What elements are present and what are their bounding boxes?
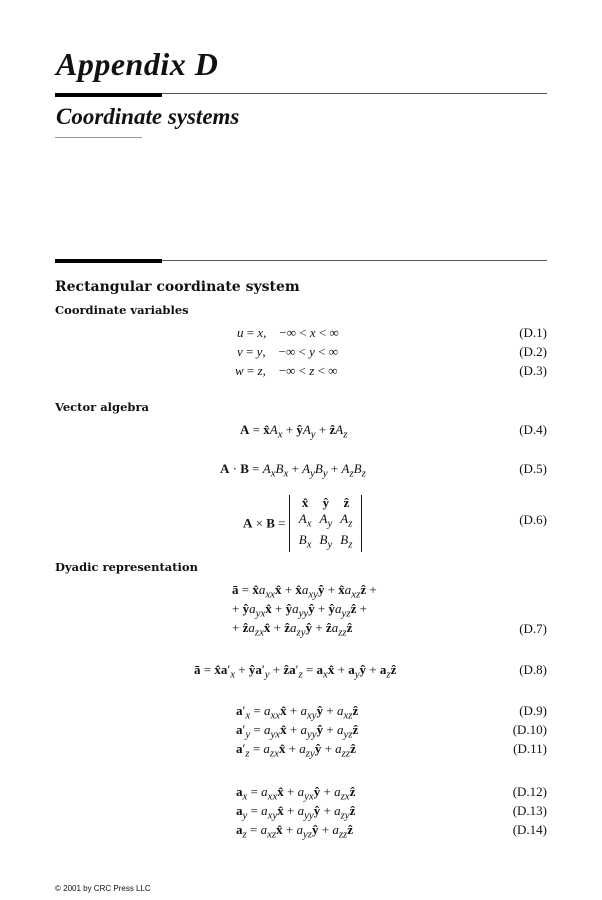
equation-d7-line3: + ẑa$_{zx}$x̂ + ẑa$_{zy}$ŷ + ẑa$_{zz}$ẑ	[232, 620, 353, 639]
section-rule-thin	[162, 260, 547, 261]
eqno-d5: (D.5)	[519, 461, 547, 476]
eqno-d3: (D.3)	[519, 363, 547, 378]
equation-d7-line2: + $ŷa_{yx}x̂$ + $ŷa_{yy}ŷ$ + $ŷa_{yz}ẑ$ +	[232, 601, 367, 620]
eqno-d9: (D.9)	[519, 703, 547, 718]
title-rule-thick	[55, 93, 162, 97]
equation-d10: $a'_y$ = $a_{yx}x̂$ + $a_{yy}ŷ$ + $a_{yz}ẑ$	[236, 722, 359, 741]
subtitle-underline	[55, 137, 142, 138]
equation-d6: A × B = x̂ ŷ ẑ $A_x$ $A_y$ $A_z$ $B_x$ $B_y$ $B_z$	[243, 495, 362, 552]
eqno-d12: (D.12)	[512, 784, 547, 799]
subsection-coordinate-variables: Coordinate variables	[55, 303, 189, 317]
eqno-d6: (D.6)	[519, 512, 547, 527]
chapter-subtitle: Coordinate systems	[56, 104, 240, 129]
eqno-d8: (D.8)	[519, 662, 547, 677]
eqno-d2: (D.2)	[519, 344, 547, 359]
equation-d5: $A \cdot B = A_xB_x + A_yB_y + A_zB_z$	[220, 461, 366, 480]
equation-d1: u = x, −∞ < x < ∞	[237, 325, 339, 340]
equation-d2: v = y, −∞ < y < ∞	[237, 344, 338, 359]
appendix-title: Appendix D	[56, 46, 219, 82]
equation-d13: $a_y$ = $a_{xy}x̂$ + $a_{yy}ŷ$ + $a_{zy}ẑ$	[236, 803, 356, 822]
equation-d11: $a'_z$ = $a_{zx}x̂$ + $a_{zy}ŷ$ + $a_{zz}ẑ$	[236, 741, 356, 760]
equation-d3: w = z, −∞ < z < ∞	[235, 363, 338, 378]
eqno-d10: (D.10)	[512, 722, 547, 737]
title-rule-thin	[162, 93, 547, 94]
equation-d14: $a_z$ = $a_{xz}x̂$ + $a_{yz}ŷ$ + $a_{zz}ẑ$	[236, 822, 354, 841]
eqno-d1: (D.1)	[519, 325, 547, 340]
equation-d4: $A = x̂A_x$ + $ŷA_y$ + ẑA$_z$	[240, 422, 348, 441]
eqno-d7: (D.7)	[519, 621, 547, 636]
section-title: Rectangular coordinate system	[55, 279, 300, 295]
determinant: x̂ ŷ ẑ $A_x$ $A_y$ $A_z$ $B_x$ $B_y$ $B_z$	[289, 495, 363, 552]
eqno-d14: (D.14)	[512, 822, 547, 837]
eqno-d11: (D.11)	[513, 741, 547, 756]
equation-d12: $a_x$ = $a_{xx}x̂$ + $a_{yx}ŷ$ + $a_{zx}ẑ$	[236, 784, 356, 803]
eqno-d4: (D.4)	[519, 422, 547, 437]
equation-d8: ā = $x̂a'_x$ + $ŷa'_y$ + $ẑa'_z$ = $a_xx̂$ + $a_yŷ$ + $a_zẑ$	[194, 662, 397, 681]
section-rule-thick	[55, 259, 162, 263]
eqno-d13: (D.13)	[512, 803, 547, 818]
equation-d9: $a'_x$ = $a_{xx}x̂$ + $a_{xy}ŷ$ + $a_{xz}ẑ$	[236, 703, 359, 722]
subsection-vector-algebra: Vector algebra	[55, 400, 149, 414]
subsection-dyadic-representation: Dyadic representation	[55, 560, 198, 574]
copyright-footer: © 2001 by CRC Press LLC	[55, 884, 151, 893]
equation-d7-line1: ā = $x̂a_{xx}x̂$ + $x̂a_{xy}ŷ$ + $x̂a_{xz}ẑ$ +	[232, 582, 377, 601]
